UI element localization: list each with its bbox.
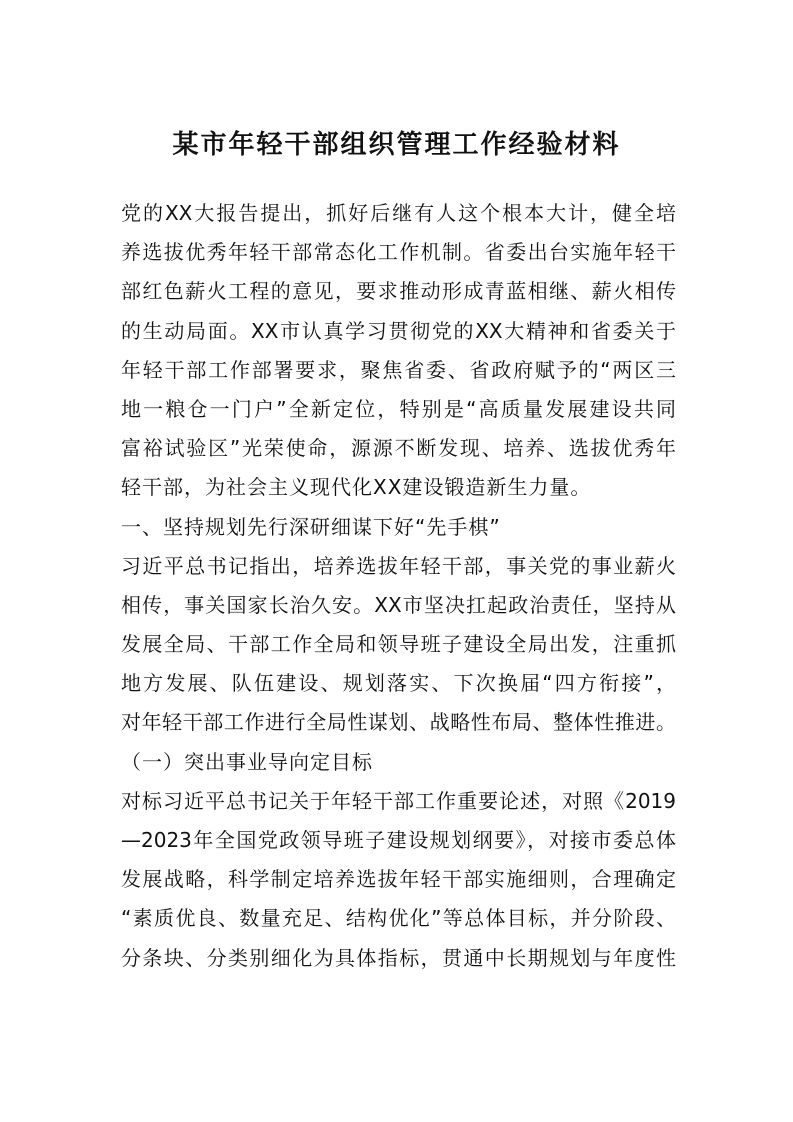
- paragraph-line: 地一粮仓一门户”全新定位，特别是“高质量发展建设共同: [121, 396, 676, 421]
- paragraph-line: 发展战略，科学制定培养选拔年轻干部实施细则，合理确定: [121, 867, 676, 892]
- paragraph-line: 对年轻干部工作进行全局性谋划、战略性布局、整体性推进。: [121, 710, 676, 735]
- paragraph-line: 地方发展、队伍建设、规划落实、下次换届“四方衔接”，: [121, 671, 676, 696]
- paragraph-line: 相传，事关国家长治久安。XX市坚决扛起政治责任，坚持从: [121, 592, 676, 617]
- paragraph-line: 的生动局面。XX市认真学习贯彻党的XX大精神和省委关于: [121, 318, 676, 343]
- paragraph-line: —2023年全国党政领导班子建设规划纲要》，对接市委总体: [121, 828, 676, 852]
- document-body: [121, 194, 676, 978]
- subsection-heading: （一）突出事业导向定目标: [121, 749, 373, 774]
- paragraph-line: 对标习近平总书记关于年轻干部工作重要论述，对照《2019: [121, 788, 676, 813]
- paragraph-line: 养选拔优秀年轻干部常态化工作机制。省委出台实施年轻干: [121, 240, 676, 265]
- paragraph-line: “素质优良、数量充足、结构优化”等总体目标，并分阶段、: [121, 906, 676, 931]
- document-title: 某市年轻干部组织管理工作经验材料: [172, 130, 621, 160]
- paragraph-line: 富裕试验区”光荣使命，源源不断发现、培养、选拔优秀年: [121, 436, 676, 461]
- paragraph-line: 部红色薪火工程的意见，要求推动形成青蓝相继、薪火相传: [121, 279, 676, 304]
- paragraph-line: 习近平总书记指出，培养选拔年轻干部，事关党的事业薪火: [121, 553, 676, 578]
- paragraph-line: 分条块、分类别细化为具体指标，贯通中长期规划与年度性: [121, 945, 676, 970]
- paragraph-line: 发展全局、干部工作全局和领导班子建设全局出发，注重抓: [121, 632, 676, 657]
- paragraph-line: 年轻干部工作部署要求，聚焦省委、省政府赋予的“两区三: [121, 357, 676, 382]
- section-heading: 一、坚持规划先行深研细谋下好“先手棋”: [121, 514, 501, 539]
- paragraph-line: 党的XX大报告提出，抓好后继有人这个根本大计，健全培: [121, 201, 676, 225]
- paragraph-line: 轻干部，为社会主义现代化XX建设锻造新生力量。: [121, 475, 592, 500]
